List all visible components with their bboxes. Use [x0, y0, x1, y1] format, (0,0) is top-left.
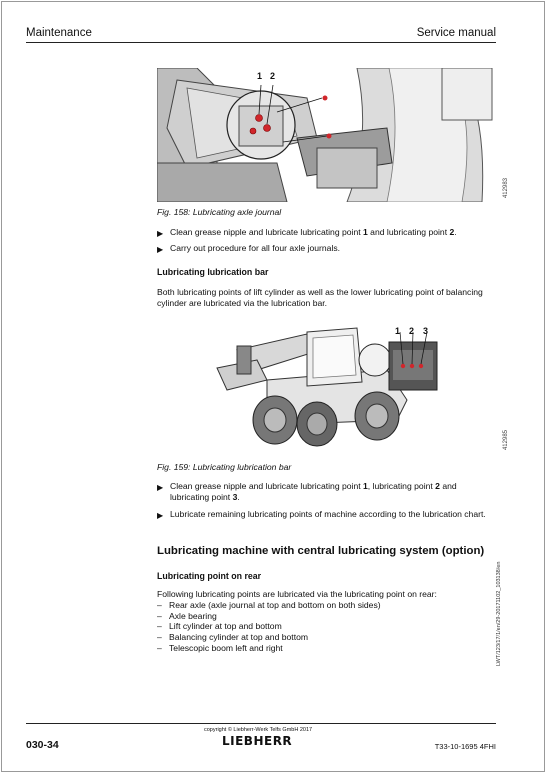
step-text: Carry out procedure for all four axle journals.	[170, 243, 341, 253]
figure-lubrication-bar	[157, 320, 509, 452]
axle-journal-illustration	[157, 68, 497, 202]
header-section: Maintenance	[26, 27, 92, 39]
lubrication-bar-text: Both lubricating points of lift cylinder as well as the lower lubricating point of balancing cylinder are lubricated via the lubrication bar.	[157, 287, 483, 308]
step-list-item	[157, 481, 487, 503]
liebherr-logo: LIEBHERR	[222, 734, 293, 748]
list-item: – Telescopic boom left and right	[157, 642, 283, 653]
lubricating-points-list	[157, 600, 381, 654]
step-list-item	[157, 509, 487, 520]
header-rule	[26, 42, 496, 43]
step-text: Lubricate remaining lubricating points of machine according to the lubrication chart.	[170, 509, 486, 519]
document-number: T33-10-1695 4FHI	[434, 742, 496, 751]
lubricating-point-rear-heading: Lubricating point on rear	[157, 571, 262, 581]
list-item: – Balancing cylinder at top and bottom	[157, 632, 309, 643]
list-item: – Lift cylinder at top and bottom	[157, 621, 282, 632]
figure1-label-1: 1	[257, 71, 263, 81]
figure1-image-id: 412983	[503, 178, 509, 199]
central-intro-text: Following lubricating points are lubricated via the lubricating point on rear:	[157, 589, 437, 599]
figure2-label-3: 3	[423, 326, 429, 336]
header-manual-title: Service manual	[416, 27, 496, 39]
list-item: – Rear axle (axle journal at top and bottom on both sides)	[157, 600, 381, 610]
figure2-label-1: 1	[395, 326, 401, 336]
page-number: 030-34	[26, 739, 59, 751]
central-lubrication-heading: Lubricating machine with central lubricating system (option)	[157, 545, 485, 557]
figure2-image-id: 412985	[503, 430, 509, 451]
arrow-right-icon: ▶	[157, 483, 164, 492]
figure1-caption: Fig. 158: Lubricating axle journal	[157, 207, 282, 217]
arrow-right-icon: ▶	[157, 229, 164, 238]
figure2-caption: Fig. 159: Lubricating lubrication bar	[157, 462, 292, 472]
footer-rule	[26, 723, 496, 724]
arrow-right-icon: ▶	[157, 245, 164, 254]
footer-copyright: copyright © Liebherr-Werk Telfs GmbH 2017	[204, 727, 313, 733]
arrow-right-icon: ▶	[157, 511, 164, 520]
list-item: – Axle bearing	[157, 610, 217, 621]
telehandler-illustration	[157, 320, 497, 452]
step-list-item	[157, 227, 487, 238]
document-side-code: LWT/123/17/1/en/29-20171102_103138/en	[496, 561, 502, 666]
step-text: Clean grease nipple and lubricate lubricating point 1 and lubricating point 2.	[170, 227, 457, 237]
step-list-item	[157, 243, 487, 254]
figure1-label-2: 2	[270, 71, 276, 81]
figure-axle-journal	[157, 68, 509, 202]
figure2-label-2: 2	[409, 326, 415, 336]
lubrication-bar-heading: Lubricating lubrication bar	[157, 267, 269, 277]
step-text: Clean grease nipple and lubricate lubricating point 1, lubricating point 2 and lubricating point 3.	[170, 481, 457, 502]
